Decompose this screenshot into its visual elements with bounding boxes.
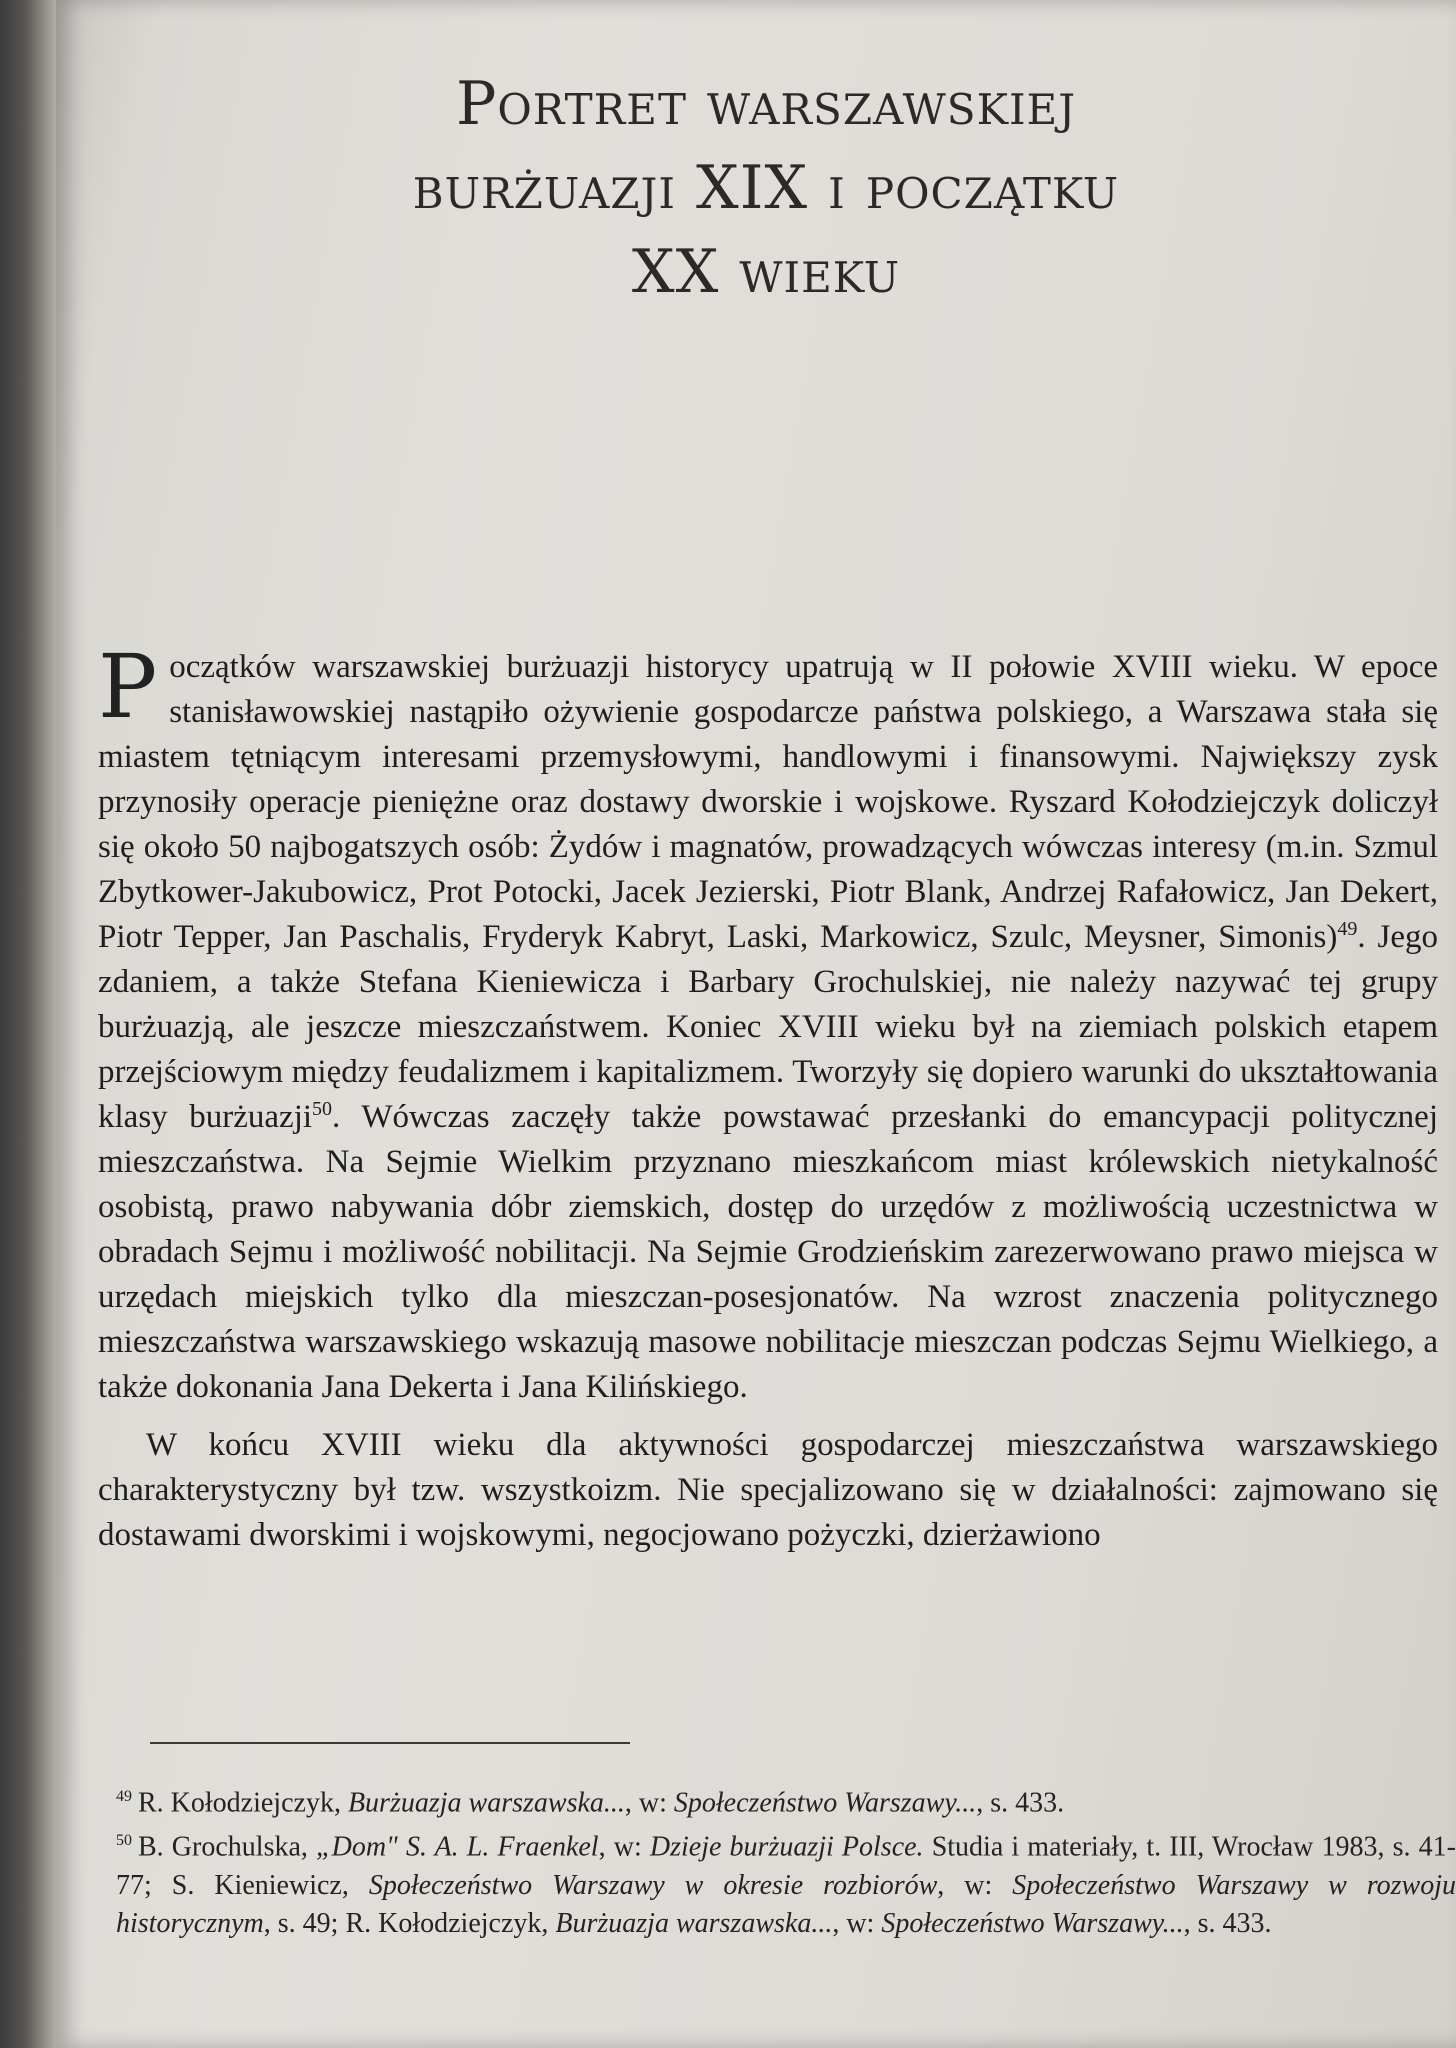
footnote-text: , s. 433.	[976, 1787, 1065, 1819]
chapter-title	[216, 62, 1316, 314]
footnote-text: Studia i materiały, t. III, Wrocław 1983, s. 41-77; S. Kieniewicz,	[116, 1831, 1456, 1901]
paragraph-1-part-b: . Jego zdaniem, a także Stefana Kieniewicza i Barbary Grochulskiej, nie należy nazywać tej grupy burżuazją, ale jeszcze mieszczaństwem. Koniec XVIII wieku był na ziemiach polskich etapem przejściowym między feudalizmem i kapitalizmem. Tworzyły się dopiero warunki do ukształtowania klasy burżuazji	[98, 919, 1438, 1135]
footnote-italic: Społeczeństwo Warszawy w okresie rozbiorów	[368, 1869, 938, 1901]
footnote-text: B. Grochulska,	[138, 1831, 317, 1863]
footnote-italic: Burżuazja warszawska...	[555, 1907, 833, 1939]
book-page	[56, 0, 1456, 2048]
footnote-text: , w:	[832, 1907, 882, 1939]
footnote-number: 50	[116, 1832, 132, 1850]
footnote-separator	[150, 1742, 630, 1744]
footnote-text: , s. 49; R. Kołodziejczyk,	[263, 1907, 556, 1939]
footnotes	[116, 1778, 1456, 1943]
paragraph-1	[98, 635, 1438, 1410]
footnote-italic: Społeczeństwo Warszawy w rozwoju historycznym	[116, 1869, 1456, 1939]
footnote-text: R. Kołodziejczyk,	[138, 1787, 348, 1819]
chapter-title-line-2: burżuazji XIX i początku	[412, 153, 1120, 223]
book-gutter	[0, 0, 64, 2048]
footnote-italic: Dzieje burżuazji Polsce.	[649, 1831, 924, 1863]
body-text	[98, 635, 1438, 1571]
footnote-ref-49: 49	[1337, 918, 1358, 940]
footnote-ref-50: 50	[312, 1098, 333, 1120]
footnote-50	[116, 1822, 1456, 1942]
footnote-italic: Społeczeństwo Warszawy...	[673, 1787, 977, 1819]
chapter-title-line-3: XX wieku	[631, 237, 901, 307]
footnote-italic: „Dom" S. A. L. Fraenkel	[316, 1831, 599, 1863]
footnote-number: 49	[116, 1788, 132, 1805]
footnote-49	[116, 1778, 1456, 1822]
footnote-italic: Społeczeństwo Warszawy...	[881, 1907, 1184, 1939]
footnote-text: , w:	[598, 1831, 650, 1863]
chapter-title-line-1: Portret warszawskiej	[455, 69, 1077, 139]
paragraph-2: W końcu XVIII wieku dla aktywności gospodarczej mieszczaństwa warszawskiego charakterystyczny był tzw. wszystkoizm. Nie specjalizowano się w działalności: zajmowano się dostawami dworskimi i wojskowymi, negocjowano pożyczki, dzierżawiono	[98, 1427, 1438, 1553]
footnote-text: , s. 433.	[1183, 1907, 1272, 1939]
paragraph-1-part-a: oczątków warszawskiej burżuazji historycy upatrują w II połowie XVIII wieku. W epoce stanisławowskiej nastąpiło ożywienie gospodarcze państwa polskiego, a Warszawa stała się miastem tętniącym interesami przemysłowymi, handlowymi i finansowymi. Największy zysk przynosiły operacje pieniężne oraz dostawy dworskie i wojskowe. Ryszard Kołodziejczyk doliczył się około 50 najbogatszych osób: Żydów i magnatów, prowadzących wówczas interesy (m.in. Szmul Zbytkower-Jakubowicz, Prot Potocki, Jacek Jezierski, Piotr Blank, Andrzej Rafałowicz, Jan Dekert, Piotr Tepper, Jan Paschalis, Fryderyk Kabryt, Laski, Markowicz, Szulc, Meysner, Simonis)	[98, 649, 1438, 955]
drop-cap: P	[98, 635, 158, 738]
footnote-text: , w:	[937, 1869, 1013, 1901]
footnote-text: , w:	[624, 1787, 674, 1819]
paragraph-1-part-c: . Wówczas zaczęły także powstawać przesłanki do emancypacji politycznej mieszczaństwa. Na Sejmie Wielkim przyznano mieszkańcom miast królewskich nietykalność osobistą, prawo nabywania dóbr ziemskich, dostęp do urzędów z możliwością uczestnictwa w obradach Sejmu i możliwość nobilitacji. Na Sejmie Grodzieńskim zarezerwowano prawo miejsca w urzędach miejskich tylko dla mieszczan-posesjonatów. Na wzrost znaczenia politycznego mieszczaństwa warszawskiego wskazują masowe nobilitacje mieszczan podczas Sejmu Wielkiego, a także dokonania Jana Dekerta i Jana Kilińskiego.	[98, 1099, 1438, 1405]
footnote-italic: Burżuazja warszawska...	[347, 1787, 625, 1819]
